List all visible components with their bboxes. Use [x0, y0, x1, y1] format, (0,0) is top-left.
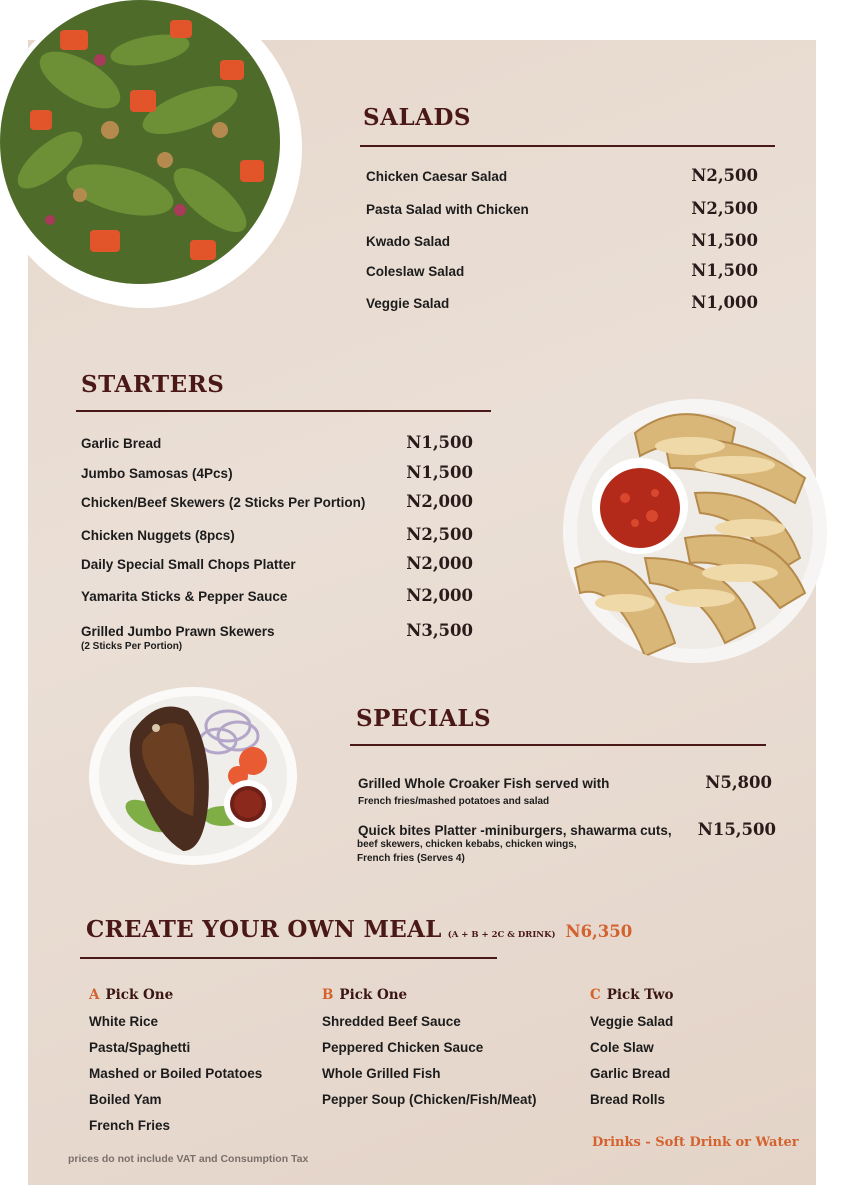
column-letter: B — [322, 987, 334, 1003]
item-name: Pasta Salad with Chicken — [366, 202, 529, 217]
meal-option: Pasta/Spaghetti — [89, 1040, 191, 1055]
item-price: N2,000 — [406, 492, 473, 511]
item-price: N1,500 — [691, 231, 758, 250]
item-price: N2,500 — [691, 166, 758, 185]
meal-column-a-heading — [89, 987, 173, 1003]
menu-item — [366, 293, 758, 312]
specials-divider — [350, 744, 766, 746]
menu-item — [81, 621, 473, 640]
menu-item — [81, 463, 473, 482]
item-name: Chicken Nuggets (8pcs) — [81, 528, 235, 543]
item-price: N3,500 — [406, 621, 473, 640]
meal-option: Boiled Yam — [89, 1092, 162, 1107]
meal-option: Cole Slaw — [590, 1040, 654, 1055]
meal-column-b-heading — [322, 987, 407, 1003]
item-name: Grilled Jumbo Prawn Skewers — [81, 624, 275, 639]
meal-option: Shredded Beef Sauce — [322, 1014, 461, 1029]
specials-heading: SPECIALS — [356, 705, 492, 732]
drinks-note: Drinks - Soft Drink or Water — [592, 1135, 799, 1150]
meal-option: Whole Grilled Fish — [322, 1066, 441, 1081]
item-name: Yamarita Sticks & Pepper Sauce — [81, 589, 288, 604]
meal-formula: (A + B + 2C & DRINK) — [447, 930, 556, 940]
item-name: Veggie Salad — [366, 296, 450, 311]
item-name: Chicken/Beef Skewers (2 Sticks Per Portion) — [81, 495, 366, 510]
column-letter: C — [590, 987, 601, 1003]
menu-item — [81, 525, 473, 544]
menu-item — [366, 166, 758, 185]
column-letter: A — [89, 987, 100, 1003]
item-price: N2,000 — [406, 586, 473, 605]
menu-item — [366, 261, 758, 280]
menu-item — [81, 586, 473, 605]
salads-divider — [360, 145, 775, 147]
item-name: Kwado Salad — [366, 234, 451, 249]
item-price: N1,500 — [406, 433, 473, 452]
meal-heading: CREATE YOUR OWN MEAL — [86, 916, 442, 943]
item-note: French fries/mashed potatoes and salad — [358, 796, 550, 807]
salads-heading: SALADS — [363, 104, 472, 131]
meal-option: Veggie Salad — [590, 1014, 674, 1029]
item-price: N1,000 — [691, 293, 758, 312]
column-label: Pick One — [339, 987, 408, 1003]
meal-option: Pepper Soup (Chicken/Fish/Meat) — [322, 1092, 537, 1107]
meal-option: Bread Rolls — [590, 1092, 666, 1107]
item-note: French fries (Serves 4) — [357, 853, 465, 864]
item-note: (2 Sticks Per Portion) — [81, 641, 183, 652]
meal-option: Peppered Chicken Sauce — [322, 1040, 484, 1055]
meal-price: N6,350 — [565, 922, 633, 941]
item-price: N2,000 — [406, 554, 473, 573]
item-note: beef skewers, chicken kebabs, chicken wings, — [357, 839, 577, 850]
column-label: Pick One — [105, 987, 174, 1003]
meal-column-c-heading — [590, 987, 674, 1003]
meal-divider — [80, 957, 497, 959]
meal-heading-line — [86, 916, 632, 943]
starters-divider — [76, 410, 491, 412]
meal-option: Mashed or Boiled Potatoes — [89, 1066, 263, 1081]
grilled-fish-plate-image — [88, 686, 298, 866]
menu-item — [81, 492, 473, 511]
meal-option: French Fries — [89, 1118, 171, 1133]
item-price: N5,800 — [705, 773, 772, 792]
item-price: N1,500 — [691, 261, 758, 280]
column-label: Pick Two — [606, 987, 674, 1003]
menu-item — [366, 231, 758, 250]
meal-option: Garlic Bread — [590, 1066, 671, 1081]
menu-item — [358, 773, 772, 792]
menu-item — [358, 820, 776, 839]
item-name: Quick bites Platter -miniburgers, shawarma cuts, — [358, 823, 672, 838]
item-name: Jumbo Samosas (4Pcs) — [81, 466, 233, 481]
starters-heading: STARTERS — [81, 371, 225, 398]
menu-item — [81, 554, 473, 573]
item-price: N2,500 — [691, 199, 758, 218]
tax-note: prices do not include VAT and Consumption Tax — [68, 1153, 309, 1165]
meal-option: White Rice — [89, 1014, 159, 1029]
item-name: Grilled Whole Croaker Fish served with — [358, 776, 610, 791]
garlic-bread-plate-image — [560, 398, 830, 664]
menu-item — [81, 433, 473, 452]
item-price: N15,500 — [697, 820, 776, 839]
item-name: Coleslaw Salad — [366, 264, 465, 279]
item-name: Garlic Bread — [81, 436, 162, 451]
item-price: N1,500 — [406, 463, 473, 482]
item-price: N2,500 — [406, 525, 473, 544]
item-name: Chicken Caesar Salad — [366, 169, 508, 184]
menu-item — [366, 199, 758, 218]
item-name: Daily Special Small Chops Platter — [81, 557, 296, 572]
